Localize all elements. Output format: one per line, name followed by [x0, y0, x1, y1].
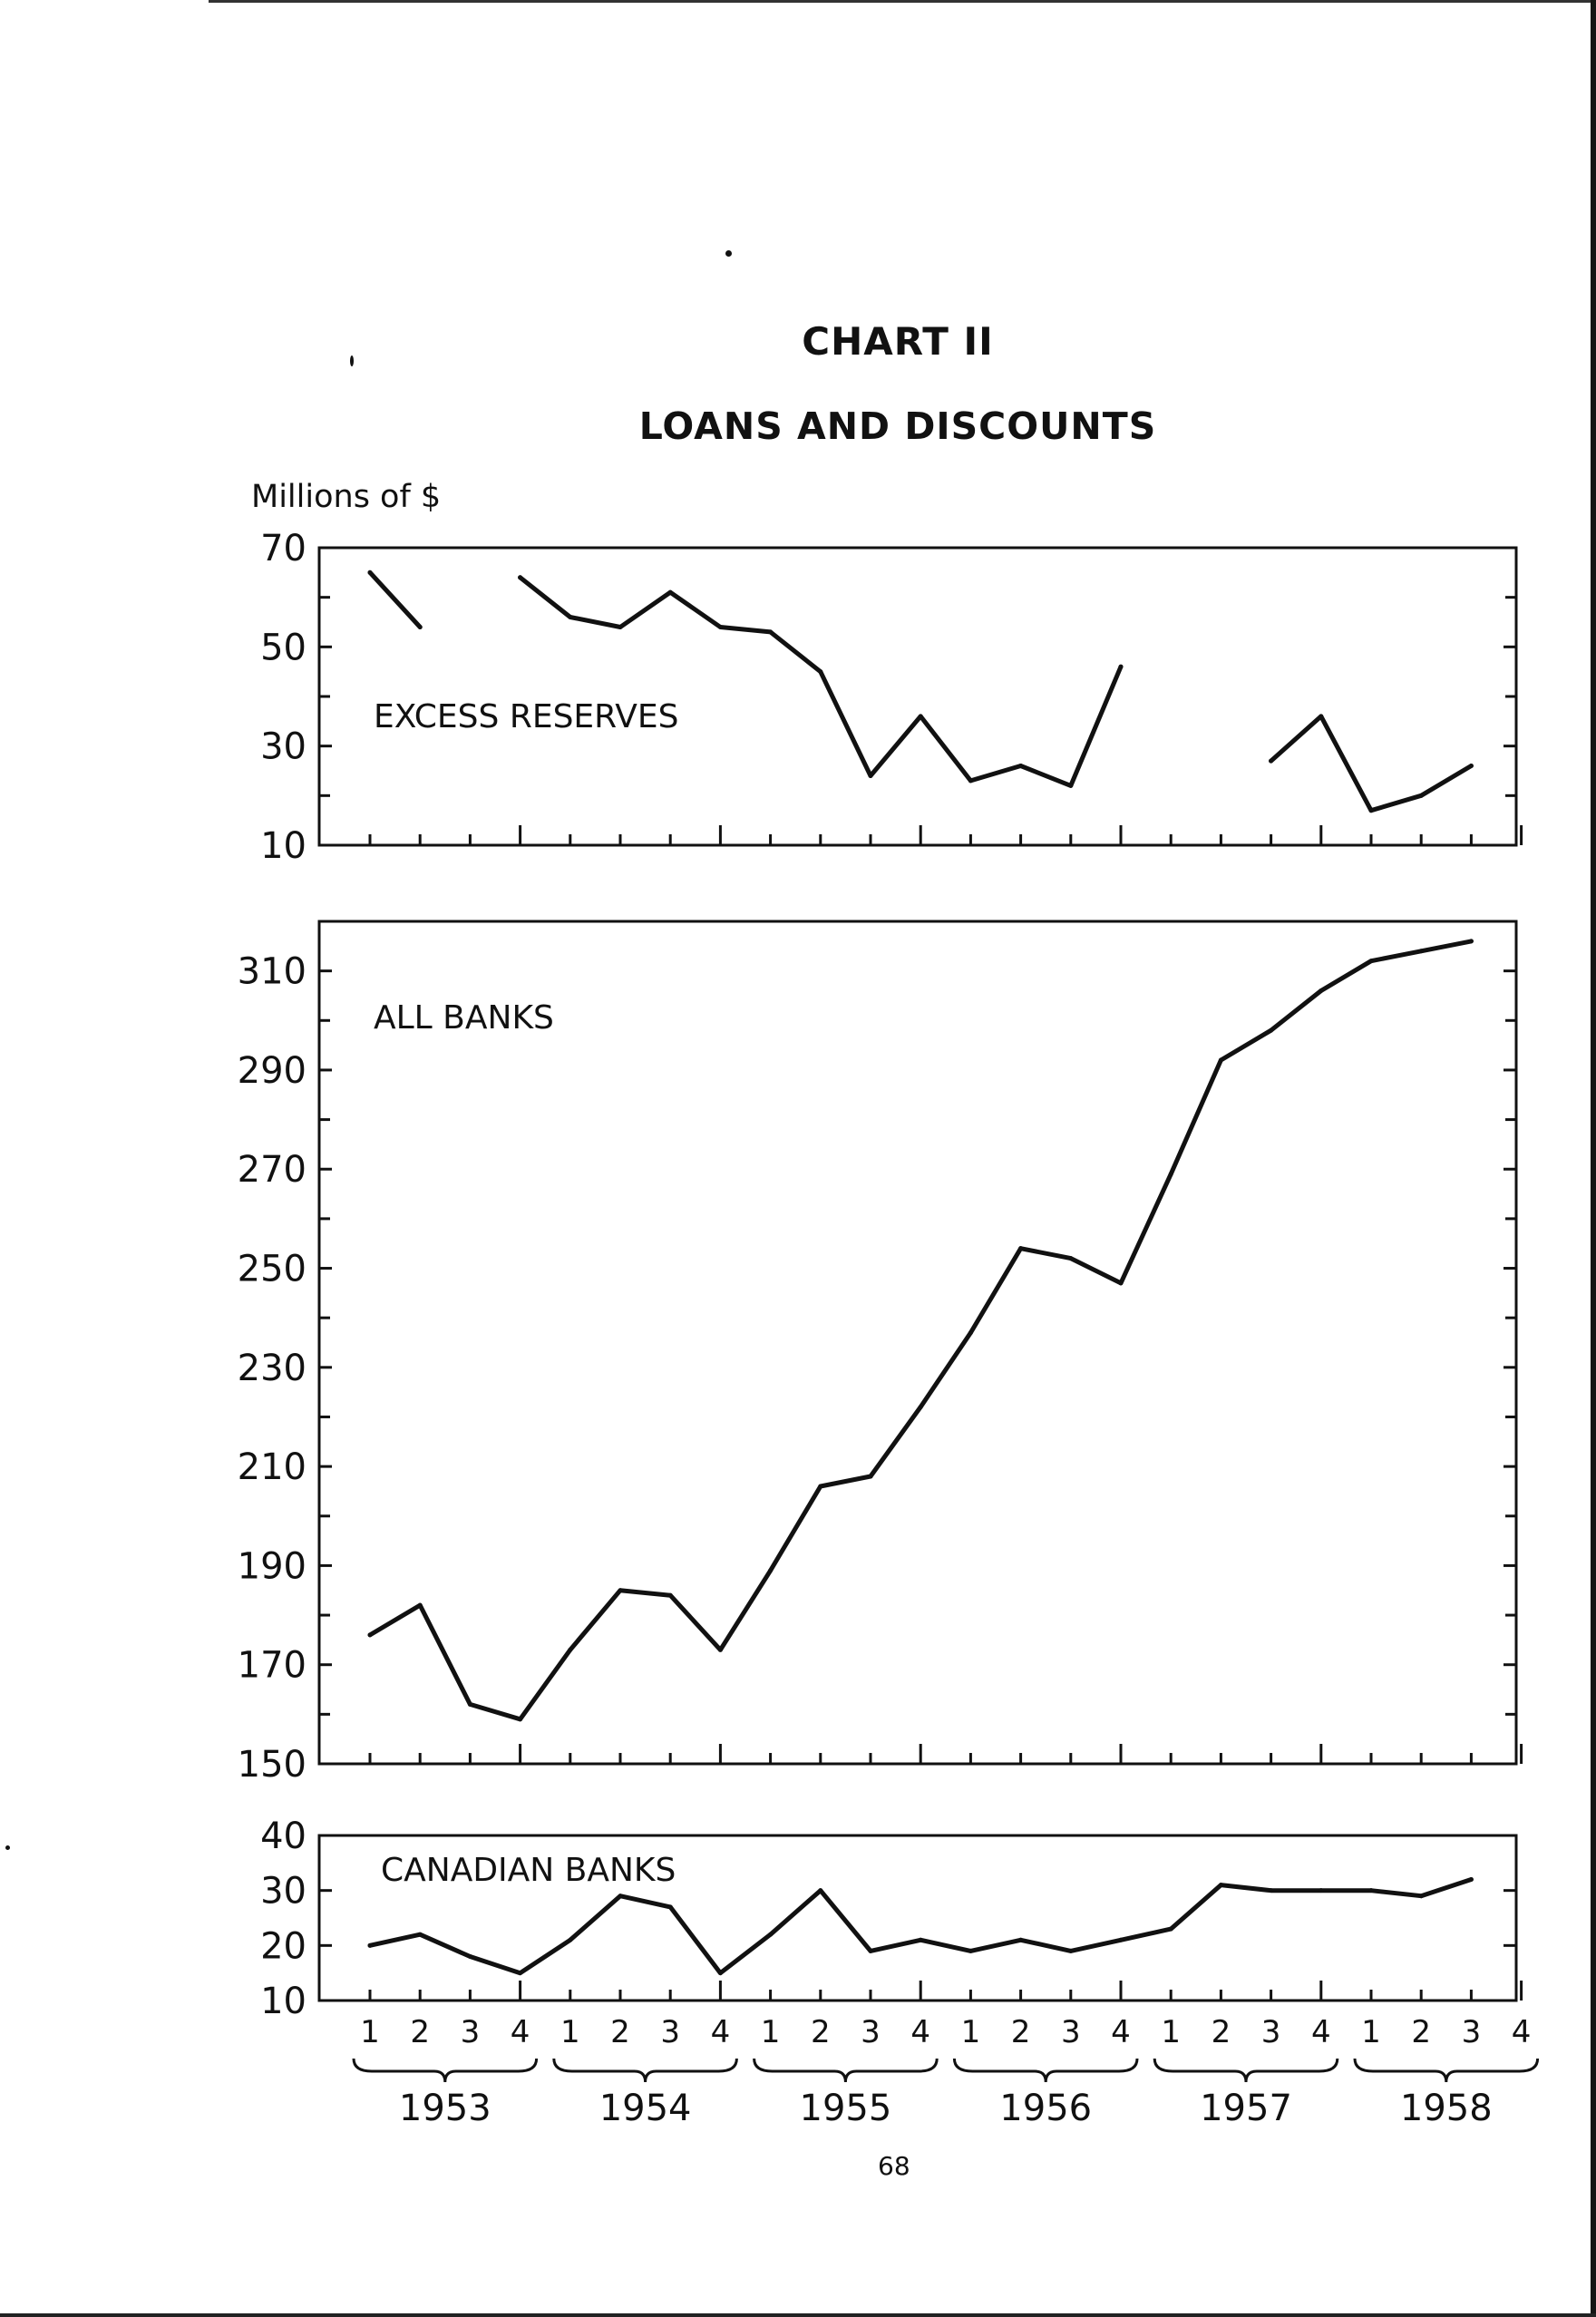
- year-brace: [554, 2059, 737, 2082]
- chart-title: CHART II: [802, 319, 994, 364]
- year-brace: [754, 2059, 938, 2082]
- panel-title: ALL BANKS: [374, 999, 554, 1037]
- y-tick-label: 190: [237, 1545, 307, 1588]
- x-tick-label: 3: [861, 2014, 881, 2050]
- data-point: [518, 1971, 522, 1975]
- year-brace: [1355, 2059, 1538, 2082]
- data-point: [1169, 1172, 1173, 1176]
- data-point: [718, 1971, 723, 1975]
- data-point: [768, 629, 773, 634]
- y-tick-label: 30: [260, 1870, 307, 1913]
- data-point: [418, 1932, 423, 1937]
- data-point: [1419, 1894, 1424, 1898]
- panel-frame: [319, 921, 1516, 1764]
- data-point: [818, 669, 822, 674]
- data-point: [418, 625, 423, 629]
- y-tick-label: 10: [260, 1981, 307, 2022]
- y-tick-label: 150: [237, 1744, 307, 1786]
- scan-speck: [350, 355, 354, 366]
- data-point: [468, 1702, 472, 1707]
- data-point: [869, 1949, 873, 1953]
- data-point: [518, 575, 522, 579]
- data-point: [1219, 1058, 1223, 1063]
- x-tick-label: 4: [1111, 2014, 1131, 2050]
- series-line: [370, 941, 1471, 1719]
- panel-frame: [319, 548, 1516, 845]
- y-tick-label: 30: [260, 725, 307, 768]
- data-point: [1269, 1028, 1273, 1033]
- x-tick-label: 2: [410, 2014, 431, 2050]
- data-point: [1169, 1927, 1173, 1932]
- data-point: [718, 1648, 723, 1652]
- year-label: 1953: [398, 2088, 491, 2129]
- data-point: [768, 1932, 773, 1937]
- x-tick-label: 2: [1010, 2014, 1031, 2050]
- data-point: [818, 1484, 822, 1488]
- year-brace: [354, 2059, 537, 2082]
- data-point: [718, 625, 723, 629]
- data-point: [668, 1904, 673, 1909]
- year-brace: [1154, 2059, 1338, 2082]
- panel-3: [260, 1816, 1522, 2022]
- data-point: [919, 1938, 923, 1942]
- data-point: [1018, 764, 1023, 768]
- data-point: [368, 1632, 373, 1637]
- x-tick-label: 1: [1361, 2014, 1381, 2050]
- data-point: [568, 1938, 572, 1942]
- data-point: [368, 570, 373, 575]
- year-label: 1956: [999, 2088, 1093, 2129]
- x-tick-label: 4: [910, 2014, 931, 2050]
- x-tick-label: 3: [660, 2014, 681, 2050]
- data-point: [1419, 793, 1424, 798]
- x-tick-label: 2: [1411, 2014, 1432, 2050]
- data-point: [1319, 988, 1323, 993]
- data-point: [618, 1588, 623, 1592]
- x-tick-label: 2: [810, 2014, 831, 2050]
- data-point: [1369, 959, 1374, 963]
- chart-subtitle: LOANS AND DISCOUNTS: [638, 404, 1157, 448]
- data-point: [919, 714, 923, 718]
- y-tick-label: 250: [237, 1248, 307, 1290]
- x-tick-label: 1: [560, 2014, 580, 2050]
- data-point: [1269, 1888, 1273, 1893]
- data-point: [1018, 1938, 1023, 1942]
- data-point: [1369, 1888, 1374, 1893]
- y-tick-label: 70: [260, 528, 307, 570]
- data-point: [768, 1568, 773, 1572]
- scan-speck: [5, 1845, 10, 1850]
- y-tick-label: 310: [237, 950, 307, 993]
- x-tick-label: 4: [710, 2014, 731, 2050]
- year-brace: [954, 2059, 1137, 2082]
- data-point: [1068, 1256, 1073, 1261]
- data-point: [1068, 784, 1073, 788]
- year-label: 1958: [1399, 2088, 1493, 2129]
- data-point: [618, 1894, 623, 1898]
- data-point: [1068, 1949, 1073, 1953]
- panel-title: CANADIAN BANKS: [381, 1852, 676, 1889]
- data-point: [1369, 808, 1374, 813]
- data-point: [668, 1593, 673, 1598]
- data-point: [668, 590, 673, 595]
- y-tick-label: 50: [260, 627, 307, 669]
- data-point: [1319, 714, 1323, 718]
- data-point: [919, 1405, 923, 1409]
- data-point: [568, 615, 572, 619]
- y-tick-label: 290: [237, 1049, 307, 1092]
- x-tick-label: 1: [360, 2014, 380, 2050]
- x-tick-label: 3: [1461, 2014, 1482, 2050]
- panel-1: [260, 528, 1522, 867]
- data-point: [869, 774, 873, 778]
- data-point: [968, 1949, 973, 1953]
- panel-2: [238, 921, 1522, 1786]
- panel-title: EXCESS RESERVES: [374, 698, 679, 735]
- y-tick-label: 230: [237, 1347, 307, 1389]
- x-tick-label: 4: [1310, 2014, 1331, 2050]
- data-point: [1269, 759, 1273, 764]
- data-point: [418, 1603, 423, 1608]
- scan-speck: [725, 250, 732, 257]
- page-number: 68: [878, 2151, 910, 2181]
- data-point: [1469, 764, 1474, 768]
- data-point: [1469, 1877, 1474, 1882]
- data-point: [1119, 665, 1124, 669]
- data-point: [1469, 939, 1474, 943]
- year-label: 1957: [1200, 2088, 1292, 2129]
- data-point: [968, 1330, 973, 1335]
- data-point: [1319, 1888, 1323, 1893]
- y-tick-label: 10: [260, 825, 307, 867]
- x-tick-label: 4: [510, 2014, 530, 2050]
- data-point: [1419, 949, 1424, 953]
- x-tick-label: 2: [610, 2014, 630, 2050]
- y-tick-label: 40: [260, 1816, 307, 1857]
- data-point: [1018, 1246, 1023, 1251]
- x-tick-label: 3: [1060, 2014, 1081, 2050]
- data-point: [1119, 1280, 1124, 1285]
- x-tick-label: 1: [960, 2014, 981, 2050]
- year-label: 1954: [598, 2088, 692, 2129]
- y-tick-label: 20: [260, 1925, 307, 1968]
- data-point: [518, 1717, 522, 1721]
- x-tick-label: 3: [460, 2014, 481, 2050]
- x-tick-label: 3: [1260, 2014, 1281, 2050]
- units-label: Millions of $: [251, 479, 442, 515]
- data-point: [818, 1888, 822, 1893]
- x-tick-label: 2: [1211, 2014, 1231, 2050]
- y-tick-label: 170: [237, 1644, 307, 1687]
- series-line: [370, 572, 1471, 810]
- x-tick-label: 1: [1161, 2014, 1182, 2050]
- y-tick-label: 210: [237, 1446, 307, 1489]
- data-point: [869, 1475, 873, 1479]
- data-point: [968, 778, 973, 783]
- data-point: [368, 1943, 373, 1948]
- x-tick-label: 1: [760, 2014, 781, 2050]
- data-point: [468, 1954, 472, 1959]
- data-point: [1219, 1883, 1223, 1887]
- data-point: [1119, 1938, 1124, 1942]
- x-tick-label: 4: [1511, 2014, 1532, 2050]
- data-point: [568, 1648, 572, 1652]
- data-point: [618, 625, 623, 629]
- year-label: 1955: [799, 2088, 892, 2129]
- y-tick-label: 270: [237, 1149, 307, 1192]
- series-line: [370, 1880, 1471, 1973]
